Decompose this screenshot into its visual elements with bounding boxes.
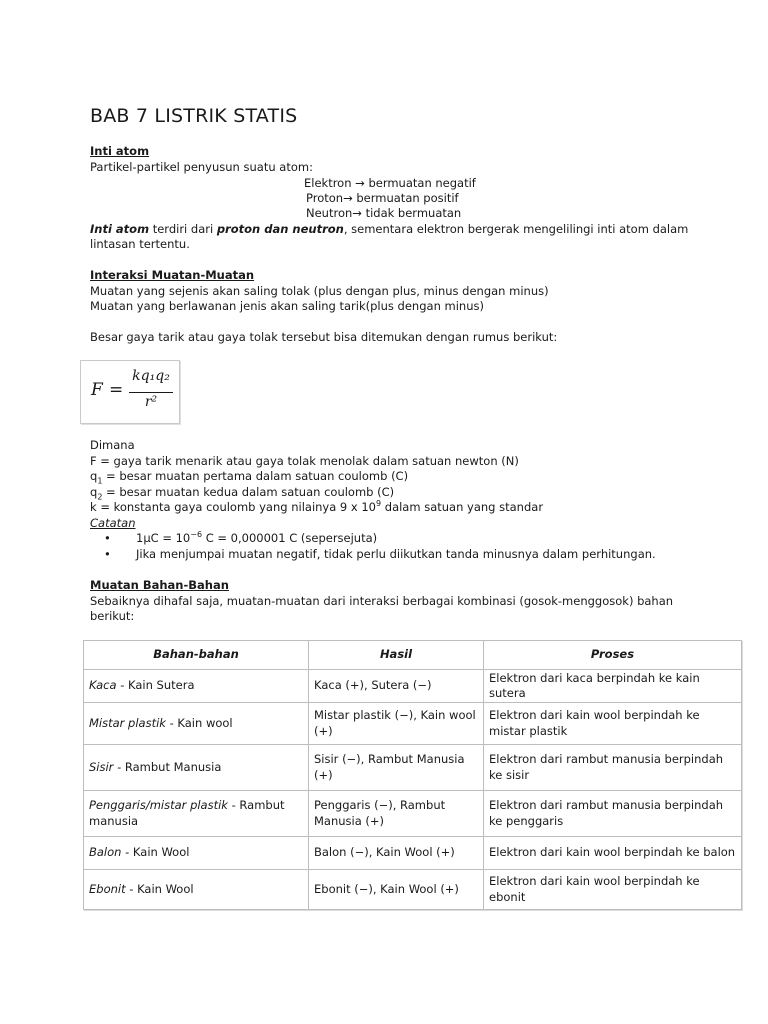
definition-k [90,500,543,516]
catatan-label: Catatan [90,516,136,530]
table-row [84,837,742,870]
formula-numerator: kq₁q₂ [132,368,170,384]
dimana-label: Dimana [90,438,135,452]
particle-electron: Elektron → bermuatan negatif [304,176,476,190]
coulomb-formula [80,360,180,424]
formula-denominator: r² [144,394,158,410]
cell-bahan [84,791,309,837]
note-text: Jika menjumpai muatan negatif, tidak perlu diikutkan tanda minusnya dalam perhitungan. [136,547,656,561]
cell-proses: Elektron dari kain wool berpindah ke mistar plastik [484,703,742,745]
table-header-row [84,641,742,670]
proton-neutron-bold: proton dan neutron [216,222,344,236]
definition-text: = besar muatan kedua dalam satuan coulomb (C) [102,485,395,499]
particle-neutron: Neutron→ tidak bermuatan [306,206,462,220]
bullet-icon: • [104,531,111,545]
definition-q2 [90,485,394,501]
section-heading-muatan-bahan: Muatan Bahan-Bahan [90,578,229,592]
cell-hasil: Penggaris (−), Rambut Manusia (+) [309,791,484,837]
interaksi-line2: Muatan yang berlawanan jenis akan saling tarik(plus dengan minus) [90,299,484,313]
definition-f: F = gaya tarik menarik atau gaya tolak menolak dalam satuan newton (N) [90,454,519,468]
interaksi-line1: Muatan yang sejenis akan saling tolak (plus dengan plus, minus dengan minus) [90,284,549,298]
cell-hasil: Sisir (−), Rambut Manusia (+) [309,745,484,791]
q-symbol: q [90,485,98,499]
cell-hasil: Kaca (+), Sutera (−) [309,670,484,703]
note-text-part: 1μC = 10 [136,531,191,545]
material-pair: - Rambut manusia [89,798,285,828]
material-pair: - Kain Wool [125,881,194,896]
subscript: 2 [97,492,103,502]
formula-lhs: F [91,380,103,400]
table-row [84,870,742,910]
table-row [84,791,742,837]
material-name: Mistar plastik [89,715,166,730]
table-row [84,670,742,703]
cell-proses: Elektron dari kaca berpindah ke kain sutera [484,670,742,703]
inti-atom-intro: Partikel-partikel penyusun suatu atom: [90,160,313,174]
material-name: Sisir [89,759,114,774]
definition-text: k = konstanta gaya coulomb yang nilainya 9 x 10 [90,500,377,514]
section-heading-interaksi: Interaksi Muatan-Muatan [90,268,255,282]
cell-proses: Elektron dari kain wool berpindah ke ebonit [484,870,742,910]
paragraph-text: terdiri dari [149,222,217,236]
superscript: −6 [190,530,203,540]
cell-bahan [84,670,309,703]
header-hasil: Hasil [309,641,484,670]
cell-proses: Elektron dari rambut manusia berpindah ke penggaris [484,791,742,837]
material-pair: - Kain Sutera [116,678,195,693]
cell-bahan [84,703,309,745]
inti-atom-bold: Inti atom [90,222,150,236]
cell-bahan [84,870,309,910]
inti-atom-paragraph-line2: lintasan tertentu. [90,237,190,251]
material-name: Balon [89,845,122,860]
particle-proton: Proton→ bermuatan positif [306,191,459,205]
definition-text: dalam satuan yang standar [381,500,544,514]
material-pair: - Kain wool [165,715,233,730]
section-heading-inti-atom: Inti atom [90,144,150,158]
material-pair: - Rambut Manusia [113,759,222,774]
cell-proses: Elektron dari kain wool berpindah ke balon [484,837,742,870]
material-name: Ebonit [89,881,126,896]
cell-hasil: Mistar plastik (−), Kain wool (+) [309,703,484,745]
paragraph-text: , sementara elektron bergerak mengelilingi inti atom dalam [343,222,689,236]
definition-q1 [90,469,408,485]
material-name: Kaca [89,678,117,693]
subscript: 1 [97,476,103,486]
definition-text: = besar muatan pertama dalam satuan coulomb (C) [102,469,409,483]
superscript: 9 [376,499,382,509]
cell-hasil: Ebonit (−), Kain Wool (+) [309,870,484,910]
cell-bahan [84,837,309,870]
cell-hasil: Balon (−), Kain Wool (+) [309,837,484,870]
muatan-intro-line1: Sebaiknya dihafal saja, muatan-muatan dari interaksi berbagai kombinasi (gosok-menggosok) bahan [90,594,674,608]
materials-table [83,640,742,910]
material-name: Penggaris/mistar plastik [89,798,228,812]
formula-intro: Besar gaya tarik atau gaya tolak tersebut bisa ditemukan dengan rumus berikut: [90,330,558,344]
page-title: BAB 7 LISTRIK STATIS [90,105,298,127]
header-bahan: Bahan-bahan [84,641,309,670]
fraction-bar [129,392,173,393]
formula-equals: = [109,380,124,400]
note-text [136,531,377,547]
cell-bahan [84,745,309,791]
cell-proses: Elektron dari rambut manusia berpindah ke sisir [484,745,742,791]
bullet-icon: • [104,547,111,561]
header-proses: Proses [484,641,742,670]
table-row [84,703,742,745]
table-row [84,745,742,791]
inti-atom-paragraph [90,222,688,238]
q-symbol: q [90,469,98,483]
muatan-intro-line2: berikut: [90,609,135,623]
material-pair: - Kain Wool [121,845,190,860]
note-text-part: C = 0,000001 C (sepersejuta) [202,531,378,545]
